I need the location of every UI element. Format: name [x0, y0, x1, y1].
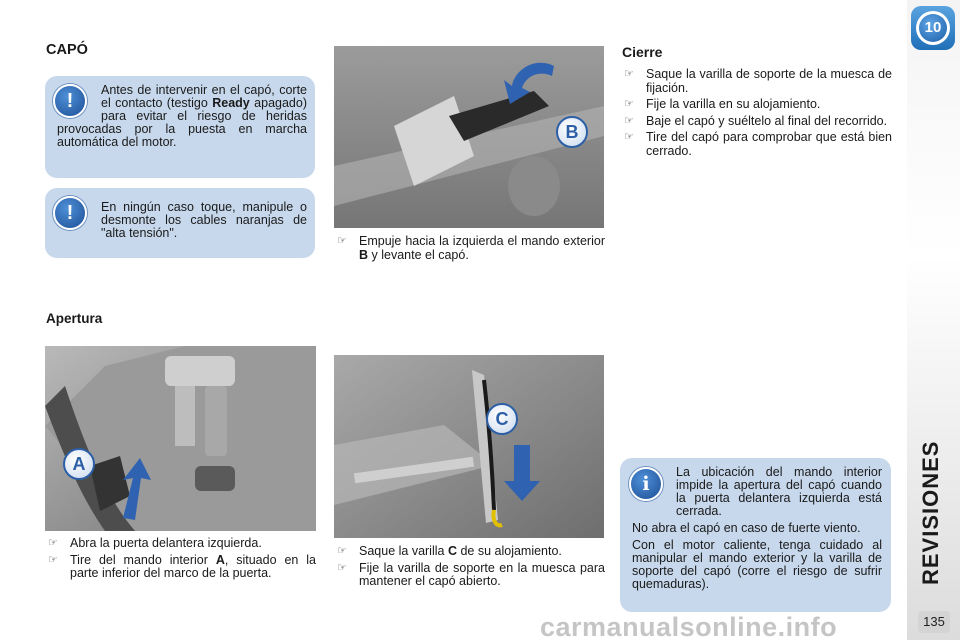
hand-pointer-icon: ☞ [337, 545, 347, 557]
label-b: B [556, 116, 588, 148]
apertura-steps [46, 537, 316, 584]
list-item: ☞ Tire del mando interior A, situado en la parte inferior del marco de la puerta. [48, 552, 316, 580]
photo-interior-release [45, 346, 316, 531]
photo-support-rod [334, 355, 604, 538]
hand-pointer-icon: ☞ [337, 235, 347, 247]
warning-box-1 [45, 76, 315, 178]
watermark: carmanualsonline.info [540, 612, 838, 642]
hand-pointer-icon: ☞ [624, 98, 634, 110]
label-c: C [486, 403, 518, 435]
photo-c-steps [335, 545, 605, 592]
page-number: 135 [918, 611, 950, 633]
info-box [620, 458, 891, 612]
hand-pointer-icon: ☞ [48, 537, 58, 549]
cierre-title: Cierre [622, 44, 663, 60]
warning-2-text: En ningún caso toque, manipule o desmonte los cables naranjas de "alta tensión". [101, 200, 307, 240]
section-title: CAPÓ [46, 42, 88, 58]
exclamation-icon: ! [53, 84, 87, 118]
warning-1-text: Antes de intervenir en el capó, corte el contacto (testigo Ready apagado) para evitar el riesgo de heridas provocadas por la puesta en marcha automática del motor. [57, 83, 307, 149]
list-item: ☞ Fije la varilla en su alojamiento. [624, 97, 821, 111]
info-text: La ubicación del mando interior impide la apertura del capó cuando la puerta delantera izquierda está cerrada. No abra el capó en caso de fuerte viento. Con el motor caliente, tenga cuidado al manipular el mando exterior y la varilla de soporte del capó (corre el riesgo de sufrir quemaduras). [632, 465, 882, 591]
chapter-title: REVISIONES [918, 440, 943, 585]
photo-exterior-release [334, 46, 604, 228]
hand-pointer-icon: ☞ [48, 553, 58, 566]
info-icon: i [629, 467, 663, 501]
warning-box-2 [45, 188, 315, 258]
chapter-number: 10 [919, 14, 947, 42]
apertura-title: Apertura [46, 311, 103, 326]
list-item: ☞ Abra la puerta delantera izquierda. [48, 536, 262, 550]
hand-pointer-icon: ☞ [337, 561, 347, 574]
hand-pointer-icon: ☞ [624, 68, 634, 80]
list-item: ☞ Tire del capó para comprobar que está bien cerrado. [624, 130, 892, 158]
list-item: ☞ Baje el capó y suéltelo al final del recorrido. [624, 113, 888, 128]
hand-pointer-icon: ☞ [624, 114, 634, 127]
list-item: ☞ Saque la varilla C de su alojamiento. [337, 544, 562, 558]
cierre-steps [622, 68, 892, 161]
hand-pointer-icon: ☞ [624, 131, 634, 143]
chapter-badge [911, 6, 955, 50]
label-a: A [63, 448, 95, 480]
list-item: ☞ Fije la varilla de soporte en la muesca para mantener el capó abierto. [337, 560, 605, 588]
photo-b-steps [335, 235, 605, 265]
list-item: ☞ Empuje hacia la izquierda el mando exterior B y levante el capó. [337, 234, 605, 262]
list-item: ☞ Saque la varilla de soporte de la muesca de fijación. [624, 67, 892, 95]
exclamation-icon: ! [53, 196, 87, 230]
